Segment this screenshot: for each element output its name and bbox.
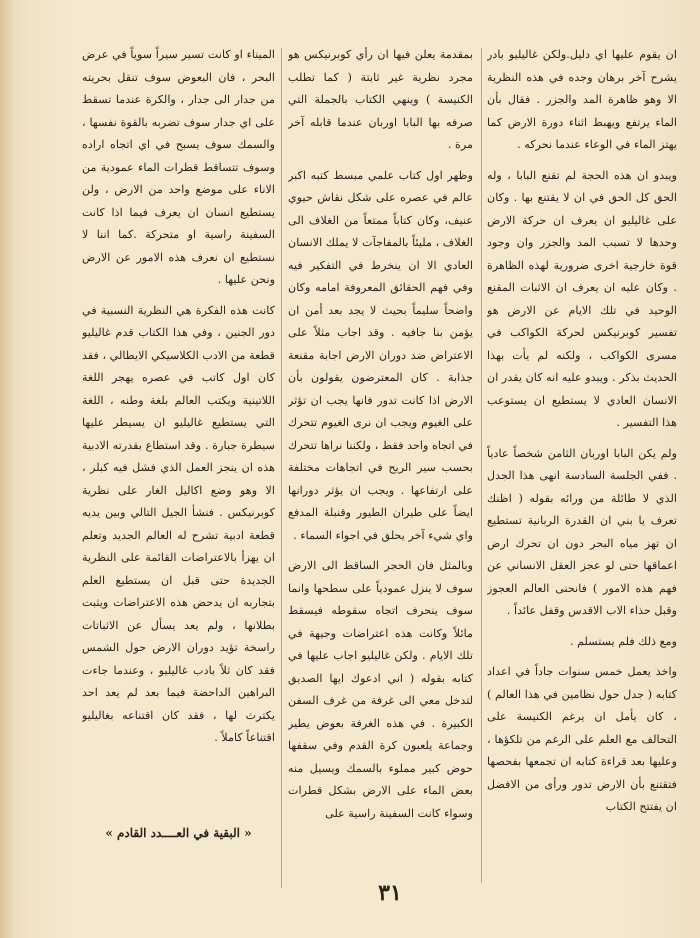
column-divider: [281, 48, 282, 888]
text-column-right: [487, 44, 677, 904]
paragraph: واخذ يعمل خمس سنوات جاداً في اعداد كتابه ( جدل حول نظامين في هذا العالم ) ، كان يأمل ان يرغم الكنيسة على التحالف مع العلم على الرغم من تلكؤها ، وعليها بعد قراءة كتابه ان تجمعها بفحصها فتقتنع بأن الارض تدور ورأى من الافضل ان يفتتح الكتاب: [487, 665, 677, 813]
paragraph: بمقدمة يعلن فيها ان رأي كوبرنيكس هو مجرد نظرية غير ثابتة ( كما تطلب الكنيسة ) وينهي الكتاب بالجملة التي صرفه بها البابا اوربان عندما قابله آخر مرة .: [288, 48, 473, 151]
paragraph: ولم يكن البابا اوربان الثامن شخصاً عادياً . ففي الجلسة السادسة انهى هذا الجدل الذي لا طائلة من ورائه بقوله ( اظنك تعرف يا بني ان القدرة الربانية تستطيع ان تهز مياه البحر دون ان تحرك ارض اعماقها حتى لو عجز العقل الانساني عن فهم هذه الامور ) فانحنى العالم العجوز وقبل حذاء الاب الاقدس وقفل عائداً .: [487, 446, 677, 617]
paragraph: ومع ذلك فلم يستسلم .: [569, 634, 677, 648]
text-column-left: [82, 44, 275, 824]
paragraph: كانت هذه الفكرة هي النظرية النسبية في دور الجنين ، وفي هذا الكتاب قدم غاليليو قطعة من الادب الكلاسيكي الايطالي ، فقد كان اول كاتب في عصره يهجر اللغة اللاتينية ويكتب العالم بلغة وطنه ، اللغة التي يستطيع غاليليو ان يسيطر عليها سيطرة جبارة . وقد استطاع بقدرته الادبية هذه ان ينجز العمل الذي فشل فيه كبلر ، الا وهو وضع اكاليل الغار على نظرية كوبرنيكس . فنشأ الجيل التالي وبين يديه قطعة ادبية تشرح له العالم الجديد وتعلم ان يهزأ بالاعتراضات القائمة على النظرية الجديدة حتى قبل ان يستطيع العلم بتجاربه ان يدحض هذه الاعتراضات ويثبت بطلانها ، ولم يعد يسأل عن الاثباتات راسخة تؤيد دوران الارض حول الشمس فقد كان ثلاً بادب غاليليو ، وعندما جاءت البراهين الداحضة فيما بعد لم يعد احد يكترث لها ، فقد كان اقتناعه بغاليليو اقتناعاً كاملاً .: [82, 303, 275, 744]
paragraph: وظهر اول كتاب علمي مبسط كتبه اكبر عالم في عصره على شكل نقاش حيوي عنيف، وكان كتاباً ممتعاً من الغلاف الى الغلاف ، مليئاً بالمفاجآت لا يملك الانسان العادي الا ان ينخرط في التفكير فيه وفي فهم الحقائق المعروفة امامه وكان واضحاً سليماً بحيث لا يجد بعد أمن ان يؤمن بنا جافيه . وقد اجاب مثلاً على الاعتراض ضد دوران الارض اجابة مقنعة جذابة . كان المعترضون يقولون بأن الارض اذا كانت تدور فانها يجب ان تؤثر على الغيوم ويجب ان نرى الغيوم تتحرك في اتجاه واحد فقط ، ولكننا نراها تتحرك بحسب سير الريح في اتجاهات مختلفة على ارتفاعها . ويجب ان يؤثر دورانها ايضاً على طيران الطيور وقنبلة المدفع واي شيء آخر يحلق في اجواء السماء .: [288, 168, 473, 542]
paragraph: ويبدو ان هذه الحجة لم تقنع البابا ، وله الحق كل الحق في ان لا يقتنع بها . وكان على غاليليو ان يعرف ان حركة الارض وحدها لا تسبب المد والجزر وان وجود قوة خارجية اخرى ضرورية لهذه الظاهرة . وكان عليه ان يعرف ان الاثبات المقنع الوحيد في تلك الايام عن الارض هو تفسير كوبرنيكس لحركة الكواكب في مسرى الكواكب ، ولكنه لم يأت بهذا الحديث بذكر . ويبدو عليه انه كان يقدر ان الانسان العادي لا يستطيع ان يستوعب هذا التفسير .: [487, 168, 677, 429]
paragraph: وبالمثل فان الحجر الساقط الى الارض سوف لا ينزل عمودياً على سطحها وانما سوف ينحرف اتجاه سقوطه فيسقط مائلاً وكانت هذه اعتراضات وجيهة في تلك الايام . ولكن غاليليو اجاب عليها في كتابه بقوله ( اني ادعوك ايها الصديق لتدخل معي الى غرفة من غرف السفن الكبيرة . في هذه الغرفة بعوض يطير وجماعة يلعبون كرة القدم وفي سقفها حوض كبير مملوء بالسمك ويسيل منه بعض الماء على الارض بشكل قطرات وسواء كانت السفينة راسية على: [288, 559, 473, 820]
paragraph: الميناء او كانت تسير سيراً سوياً في عرض البحر ، فان البعوض سوف تنقل بحريته من جدار الى جدار ، والكرة عندما تسقط على اي جدار سوف تضربه بالقوة نفسها ، والسمك سوف يسبح في اي اتجاه اراده وسوف تتساقط قطرات الماء عمودية من الاناء على موضع واحد من الارض ، ولن يستطيع انسان ان يعرف فيما اذا كانت السفينة راسية او متحركة .كما اننا لا نستطيع ان نعرف هذه الامور عن الارض ونحن عليها .: [82, 48, 275, 286]
text-column-middle: [288, 44, 473, 889]
page-number: ٣١: [378, 880, 402, 906]
continued-note: « البقية في العــــدد القادم »: [105, 826, 252, 840]
column-divider: [481, 48, 482, 883]
paragraph: ان يقوم عليها اي دليل.ولكن غاليليو بادر يشرح آخر برهان وجده في هذه النظرية الا وهو ظاهرة المد والجزر . فقال بأن الماء يرتفع ويهبط اثناء دورة الارض كما يهتز الماء في الوعاء عندما نحركه .: [487, 48, 677, 151]
